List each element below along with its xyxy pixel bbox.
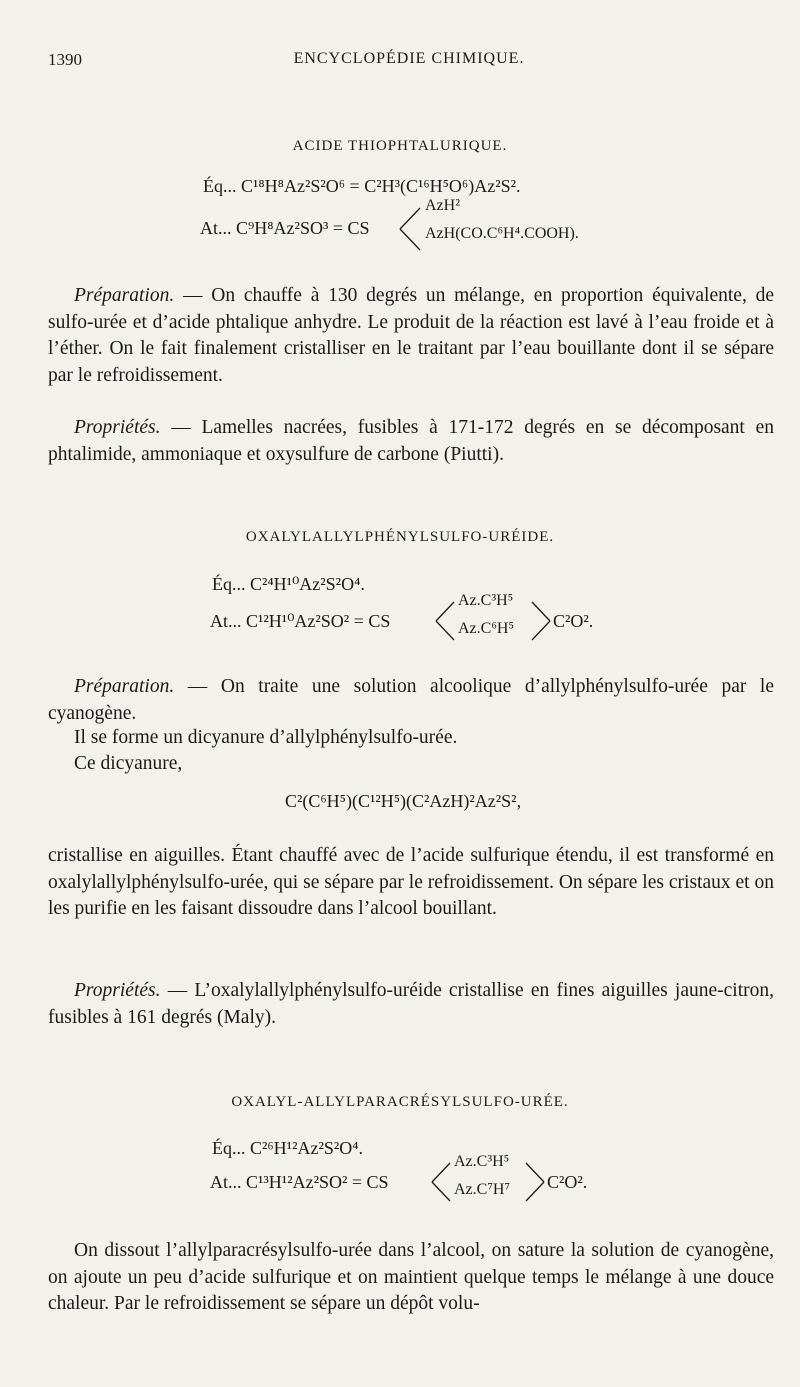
at-prefix: At... bbox=[200, 218, 232, 238]
at-formula-left: C¹²H¹⁰Az²SO² bbox=[246, 611, 350, 631]
at-cs: CS bbox=[366, 1172, 389, 1192]
structure-bracket bbox=[398, 204, 424, 254]
branch-bottom: Az.C⁶H⁵ bbox=[458, 620, 515, 637]
at-prefix: At... bbox=[210, 1172, 242, 1192]
properties-text: — Lamelles nacrées, fusibles à 171-172 degrés en se décomposant en phtalimide, ammoniaque et oxysulfure de carbone (Piutti). bbox=[48, 417, 774, 465]
preparation-heading: Préparation. bbox=[74, 676, 175, 697]
properties-heading: Propriétés. bbox=[74, 980, 161, 1001]
at-formula-line bbox=[210, 611, 390, 632]
preparation-text: — On chauffe à 130 degrés un mélange, en proportion équivalente, de sulfo-urée et d’acide phtalique anhydre. Le produit de la réaction est lavé à l’eau froide et à l’éther. On le fait finalement cristalliser en le traitant par l’eau bouillante dont il se sépare par le refroidissement. bbox=[48, 285, 774, 386]
continuation-paragraph: cristallise en aiguilles. Étant chauffé avec de l’acide sulfurique étendu, il est transformé en oxalylallylphénylsulfo-urée, qui se sépare par le refroidissement. On sépare les cristaux et on les purifie en les faisant dissoudre dans l’alcool bouillant. bbox=[48, 845, 774, 919]
branch-top: Az.C³H⁵ bbox=[458, 592, 514, 609]
at-prefix: At... bbox=[210, 611, 242, 631]
structure-bracket-left bbox=[430, 1159, 454, 1205]
at-suffix: C²O². bbox=[547, 1172, 588, 1192]
properties-paragraph-1 bbox=[48, 415, 774, 468]
page-number: 1390 bbox=[48, 50, 82, 69]
properties-paragraph-2 bbox=[48, 978, 774, 1031]
preparation-paragraph-2 bbox=[48, 674, 774, 727]
branch-bottom: Az.C⁷H⁷ bbox=[454, 1181, 511, 1198]
branch-bottom: AzH(CO.C⁶H⁴.COOH). bbox=[425, 225, 579, 242]
section-title-oxalyl-allylparacresyl: OXALYL-ALLYLPARACRÉSYLSULFO-URÉE. bbox=[231, 1094, 569, 1110]
at-equals: = bbox=[353, 611, 364, 631]
eq-formula: C²⁶H¹²Az²S²O⁴. bbox=[250, 1138, 364, 1158]
branch-top: AzH² bbox=[425, 197, 461, 214]
page-header bbox=[48, 50, 770, 74]
at-formula-line bbox=[210, 1172, 389, 1193]
at-equals: = bbox=[351, 1172, 363, 1192]
properties-text: — L’oxalylallylphénylsulfo-uréide cristallise en fines aiguilles jaune-citron, fusibles à 161 degrés (Maly). bbox=[48, 980, 774, 1028]
at-formula-left: C¹³H¹²Az²SO² bbox=[246, 1172, 348, 1192]
eq-formula-line bbox=[203, 176, 521, 197]
eq-formula-right: C²H³(C¹⁶H⁵O⁶)Az²S². bbox=[364, 176, 521, 196]
at-formula-line bbox=[200, 218, 370, 239]
at-cs: CS bbox=[347, 218, 370, 238]
dicyanure-formula: C²(C⁶H⁵)(C¹²H⁵)(C²AzH)²Az²S², bbox=[285, 791, 522, 811]
at-cs: CS bbox=[368, 611, 391, 631]
at-suffix: C²O². bbox=[553, 611, 594, 631]
preparation-paragraph-1 bbox=[48, 283, 774, 389]
structure-bracket-right bbox=[522, 1159, 546, 1205]
text-line: Ce dicyanure, bbox=[74, 753, 183, 774]
section-title-thiophtalurique: ACIDE THIOPHTALURIQUE. bbox=[292, 138, 508, 154]
eq-prefix: Éq... bbox=[212, 1138, 246, 1158]
eq-formula-line bbox=[212, 574, 365, 595]
final-paragraph: On dissout l’allylparacrésylsulfo-urée dans l’alcool, on sature la solution de cyanogène, on ajoute un peu d’acide sulfurique et on maintient quelque temps le mélange à une douce chaleur. Par le refroidissement se sépare un dépôt volu- bbox=[48, 1240, 774, 1314]
eq-formula-left: C¹⁸H⁸Az²S²O⁶ bbox=[241, 176, 346, 196]
eq-formula: C²⁴H¹⁰Az²S²O⁴. bbox=[250, 574, 365, 594]
text-line: Il se forme un dicyanure d’allylphénylsulfo-urée. bbox=[74, 727, 458, 748]
properties-heading: Propriétés. bbox=[74, 417, 161, 438]
eq-formula-line bbox=[212, 1138, 363, 1159]
eq-prefix: Éq... bbox=[203, 176, 237, 196]
structure-bracket-left bbox=[434, 598, 458, 644]
structure-bracket-right bbox=[528, 598, 552, 644]
at-equals: = bbox=[332, 218, 344, 238]
eq-equals: = bbox=[349, 176, 360, 196]
eq-prefix: Éq... bbox=[212, 574, 246, 594]
branch-top: Az.C³H⁵ bbox=[454, 1153, 510, 1170]
running-title: ENCYCLOPÉDIE CHIMIQUE. bbox=[293, 50, 525, 67]
at-formula-left: C⁹H⁸Az²SO³ bbox=[236, 218, 329, 238]
section-title-oxalylallylphenyl: OXALYLALLYLPHÉNYLSULFO-URÉIDE. bbox=[245, 529, 555, 545]
preparation-text: — On traite une solution alcoolique d’allylphénylsulfo-urée par le cyanogène. bbox=[48, 676, 774, 724]
preparation-heading: Préparation. bbox=[74, 285, 175, 306]
